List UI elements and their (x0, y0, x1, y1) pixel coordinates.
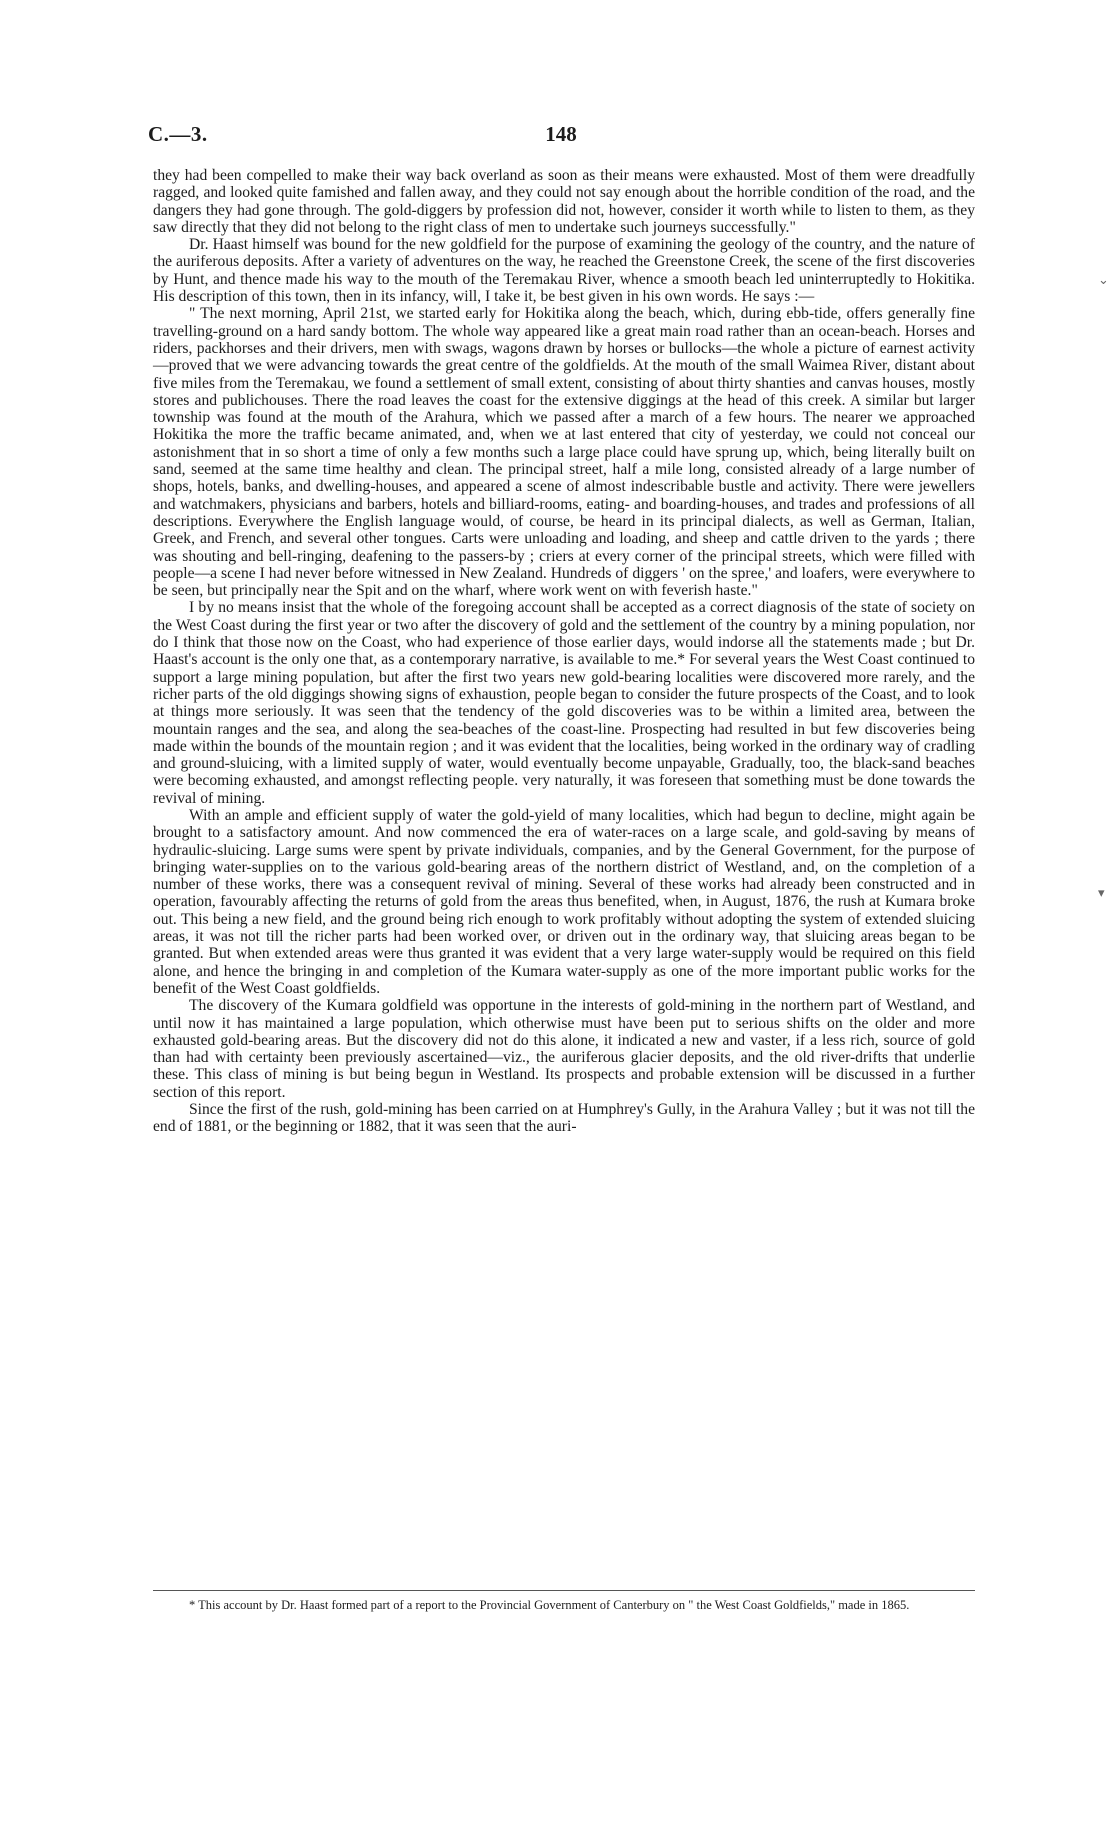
paragraph-hokitika-quote: " The next morning, April 21st, we started early for Hokitika along the beach, which, during ebb-tide, offers generally fine travelling-ground on a hard sandy bottom. The whole way appeared like a great main road rather than an ocean-beach. Horses and riders, packhorses and their drivers, men with swags, wagons drawn by horses or bullocks—the whole a picture of earnest activity—proved that we were advancing towards the great centre of the goldfields. At the mouth of the small Waimea River, distant about five miles from the Teremakau, we found a settlement of small extent, consisting of about thirty shanties and canvas houses, mostly stores and publichouses. There the road leaves the coast for the extensive diggings at the head of this creek. A similar but larger township was found at the mouth of the Arahura, which we passed after a march of a few hours. The nearer we approached Hokitika the more the traffic became animated, and, when we at last entered that city of yesterday, we could not conceal our astonishment that in so short a time of only a few months such a large place could have sprung up, which, being literally built on sand, seemed at the same time healthy and clean. The principal street, half a mile long, consisted already of a large number of shops, hotels, banks, and dwelling-houses, and appeared a scene of almost indescribable bustle and activity. There were jewellers and watchmakers, physicians and barbers, hotels and billiard-rooms, eating- and boarding-houses, and trades and professions of all descriptions. Everywhere the English language would, of course, be heard in its principal dialects, as well as German, Italian, Greek, and French, and several other tongues. Carts were unloading and loading, and sheep and cattle driven to the yards ; there was shouting and bell-ringing, deafening to the passers-by ; criers at every corner of the principal streets, which were filled with people—a scene I had never before witnessed in New Zealand. Hundreds of diggers ' on the spree,' and loafers, were everywhere to be seen, but principally near the Spit and on the wharf, where work went on with feverish haste." (153, 305, 975, 600)
paragraph-haast-journey: Dr. Haast himself was bound for the new goldfield for the purpose of examining the geology of the country, and the nature of the auriferous deposits. After a variety of adventures on the way, he reached the Greenstone Creek, the scene of the first discoveries by Hunt, and thence made his way to the mouth of the Teremakau River, whence a smooth beach led uninterruptedly to Hokitika. His description of this town, then in its infancy, will, I take it, be best given in his own words. He says :— (153, 236, 975, 306)
document-reference: C.—3. (148, 122, 208, 146)
margin-mark-icon: ⌄ (1098, 272, 1109, 287)
body-text (153, 167, 975, 1136)
paragraph-humphreys-gully: Since the first of the rush, gold-mining has been carried on at Humphrey's Gully, in the Arahura Valley ; but it was not till the end of 1881, or the beginning or 1882, that it was seen that the auri- (153, 1101, 975, 1136)
page-header (148, 122, 974, 152)
margin-mark-icon: ▾ (1098, 885, 1105, 900)
paragraph-continuation: they had been compelled to make their way back overland as soon as their means were exhausted. Most of them were dreadfully ragged, and looked quite famished and fallen away, and they could not say enough about the horrible condition of the road, and the dangers they had gone through. The gold-diggers by profession did not, however, consider it worth while to listen to them, as they saw directly that they did not belong to the right class of men to undertake such journeys successfully." (153, 167, 975, 236)
footnote-divider (153, 1590, 975, 1591)
paragraph-water-supply: With an ample and efficient supply of water the gold-yield of many localities, which had begun to decline, might again be brought to a satisfactory amount. And now commenced the era of water-races on a large scale, and gold-saving by means of hydraulic-sluicing. Large sums were spent by private individuals, companies, and by the General Government, for the purpose of bringing water-supplies on to the various gold-bearing areas of the northern district of Westland, and, on the completion of a number of these works, there was a consequent revival of mining. Several of these works had already been constructed and in operation, favourably affecting the returns of gold from the areas thus benefited, when, in August, 1876, the rush at Kumara broke out. This being a new field, and the ground being rich enough to work profitably without adopting the system of extended sluicing areas, it was not till the richer parts had been worked over, or driven out in the ordinary way, that sluicing areas began to be granted. But when extended areas were thus granted it was evident that a very large water-supply would be required on this field alone, and hence the bringing in and completion of the Kumara water-supply as one of the more important public works for the benefit of the West Coast goldfields. (153, 806, 975, 997)
paragraph-west-coast-diagnosis: I by no means insist that the whole of the foregoing account shall be accepted as a correct diagnosis of the state of society on the West Coast during the first year or two after the discovery of gold and the settlement of the country by a mining population, nor do I think that those now on the Coast, who had experience of those earlier days, would indorse all the statements made ; but Dr. Haast's account is the only one that, as a contemporary narrative, is available to me.* For several years the West Coast continued to support a large mining population, but after the first two years new gold-bearing localities were discovered more rarely, and the richer parts of the old diggings showing signs of exhaustion, people began to consider the future prospects of the Coast, and to look at things more seriously. It was seen that the tendency of the gold discoveries was to be within a limited area, between the mountain ranges and the sea, and along the sea-beaches of the coast-line. Prospecting had resulted in but few discoveries being made within the bounds of the mountain region ; and it was evident that the localities, being worked in the ordinary way of cradling and ground-sluicing, with a limited supply of water, would eventually become unpayable, Gradually, too, the black-sand beaches were becoming exhausted, and amongst reflecting people. very naturally, it was foreseen that something must be done towards the revival of mining. (153, 599, 975, 807)
page-number: 148 (545, 122, 577, 146)
paragraph-kumara-goldfield: The discovery of the Kumara goldfield was opportune in the interests of gold-mining in the northern part of Westland, and until now it has maintained a large population, which otherwise must have been put to serious shifts on the older and more exhausted gold-bearing areas. But the discovery did not do this alone, it indicated a new and vaster, if a less rich, source of gold than had with certainty been previously ascertained—viz., the auriferous glacier deposits, and the old river-drifts that underlie these. This class of mining is but being begun in Westland. Its prospects and probable extension will be discussed in a further section of this report. (153, 997, 975, 1101)
footnote: * This account by Dr. Haast formed part of a report to the Provincial Government of Canterbury on " the West Coast Goldfields," made in 1865. (189, 1598, 910, 1612)
